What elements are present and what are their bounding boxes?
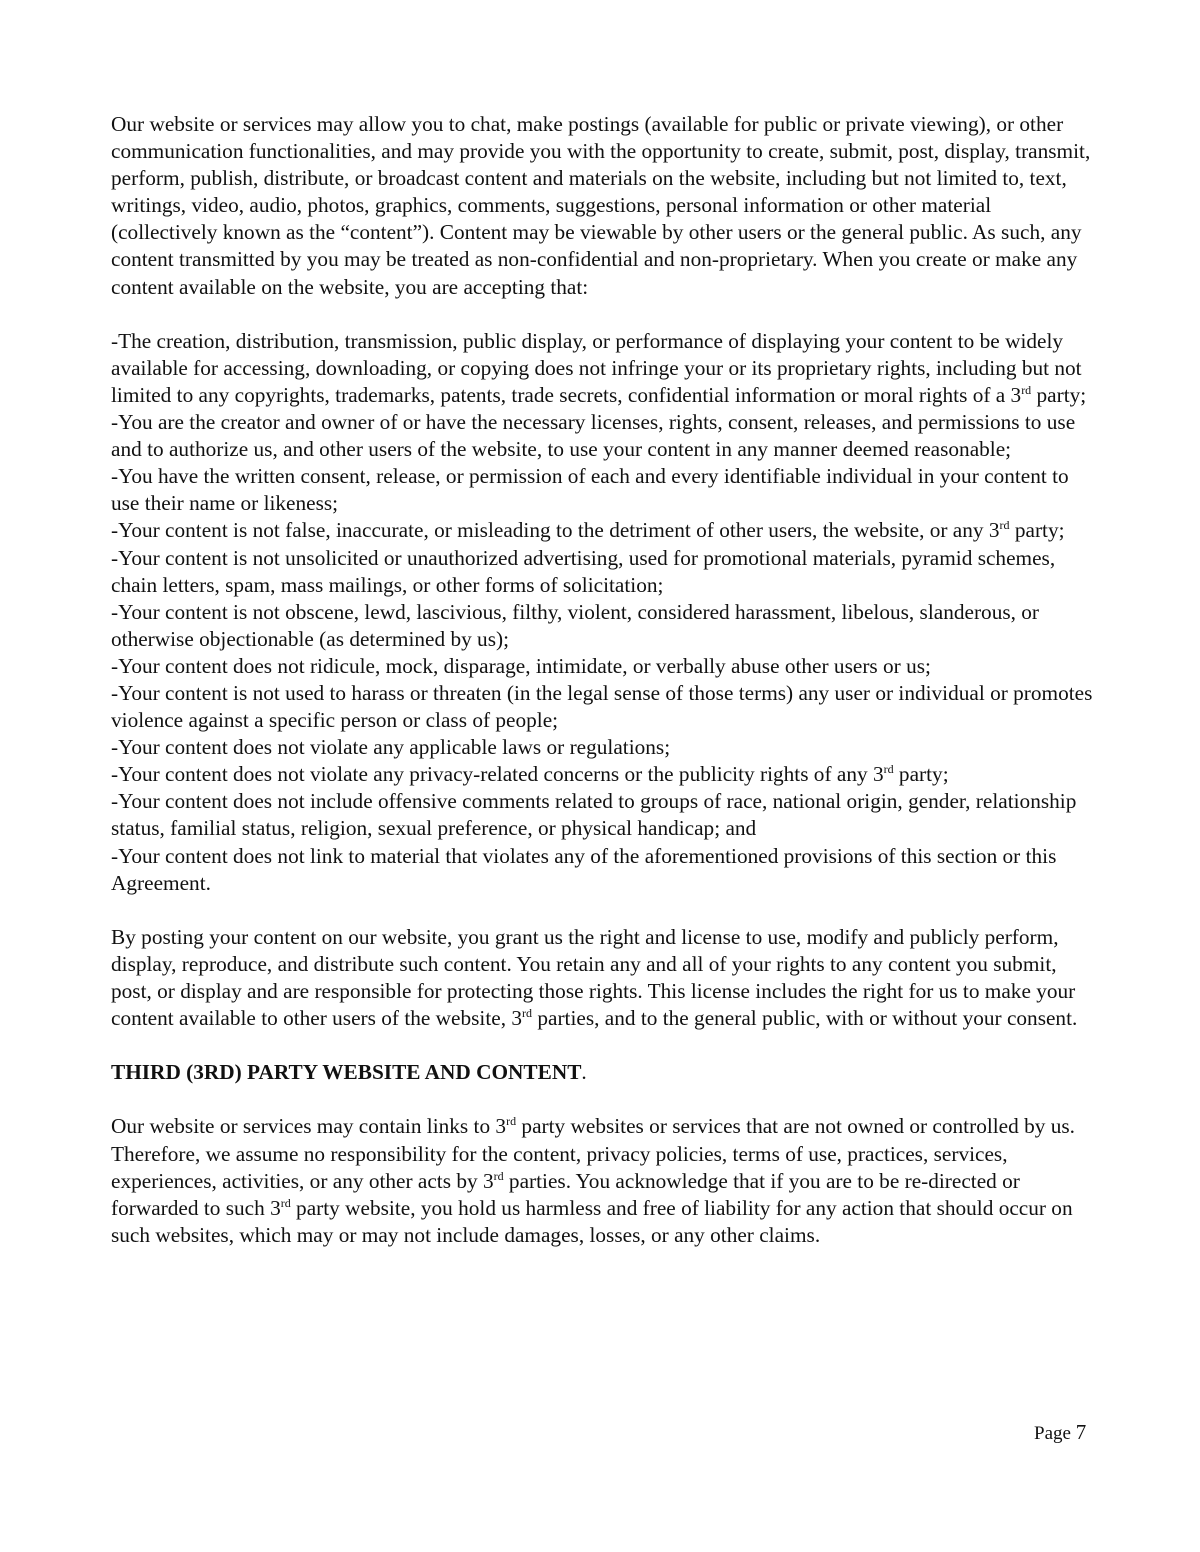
list-item: -Your content does not violate any applicable laws or regulations; [111,735,671,760]
list-item: -The creation, distribution, transmission, public display, or performance of displaying your content to be widely available for accessing, downloading, or copying does not infringe your or its proprietary rights, including but not limited to any copyrights, trademarks, patents, trade secrets, confidential information or moral rights of a 3rd party; [111,328,1087,407]
document-page [111,111,1096,1249]
page-number: Page 7 [1034,1420,1087,1444]
list-item: -Your content is not obscene, lewd, lascivious, filthy, violent, considered harassment, libelous, slanderous, or otherwise objectionable (as determined by us); [111,599,1040,651]
list-item: -You are the creator and owner of or have the necessary licenses, rights, consent, releases, and permissions to use and to authorize us, and other users of the website, to use your content in any manner deemed reasonable; [111,410,1076,462]
list-item: -Your content does not ridicule, mock, disparage, intimidate, or verbally abuse other users or us; [111,653,931,678]
list-item: -Your content is not used to harass or threaten (in the legal sense of those terms) any user or individual or promotes violence against a specific person or class of people; [111,680,1093,733]
list-item: -Your content does not link to material that violates any of the aforementioned provisions of this section or this Agreement. [111,843,1057,895]
section-heading: THIRD (3RD) PARTY WEBSITE AND CONTENT. [111,1060,587,1085]
list-item: -Your content does not violate any privacy-related concerns or the publicity rights of any 3rd party; [111,762,949,787]
license-paragraph: By posting your content on our website, you grant us the right and license to use, modify and publicly perform, display, reproduce, and distribute such content. You retain any and all of your rights to any content you submit, post, or display and are responsible for protecting those rights. This license includes the right for us to make your content available to other users of the website, 3rd parties, and to the general public, with or without your consent. [111,924,1078,1031]
content-conditions-list [111,328,1096,897]
list-item: -Your content is not unsolicited or unauthorized advertising, used for promotional materials, pyramid schemes, chain letters, spam, mass mailings, or other forms of solicitation; [111,545,1056,597]
list-item: -Your content does not include offensive comments related to groups of race, national origin, gender, relationship status, familial status, religion, sexual preference, or physical handicap; and [111,789,1077,841]
third-party-paragraph: Our website or services may contain links to 3rd party websites or services that are not owned or controlled by us. Therefore, we assume no responsibility for the content, privacy policies, terms of use, practices, services, experiences, activities, or any other acts by 3rd parties. You acknowledge that if you are to be re-directed or forwarded to such 3rd party website, you hold us harmless and free of liability for any action that should occur on such websites, which may or may not include damages, losses, or any other claims. [111,1114,1075,1247]
list-item: -Your content is not false, inaccurate, or misleading to the detriment of other users, the website, or any 3rd party; [111,518,1065,543]
list-item: -You have the written consent, release, or permission of each and every identifiable individual in your content to use their name or likeness; [111,464,1069,516]
intro-paragraph: Our website or services may allow you to chat, make postings (available for public or private viewing), or other communication functionalities, and may provide you with the opportunity to create, submit, post, display, transmit, perform, publish, distribute, or broadcast content and materials on the website, including but not limited to, text, writings, video, audio, photos, graphics, comments, suggestions, personal information or other material (collectively known as the “content”). Content may be viewable by other users or the general public. As such, any content transmitted by you may be treated as non-confidential and non-proprietary. When you create or make any content available on the website, you are accepting that: [111,112,1091,299]
